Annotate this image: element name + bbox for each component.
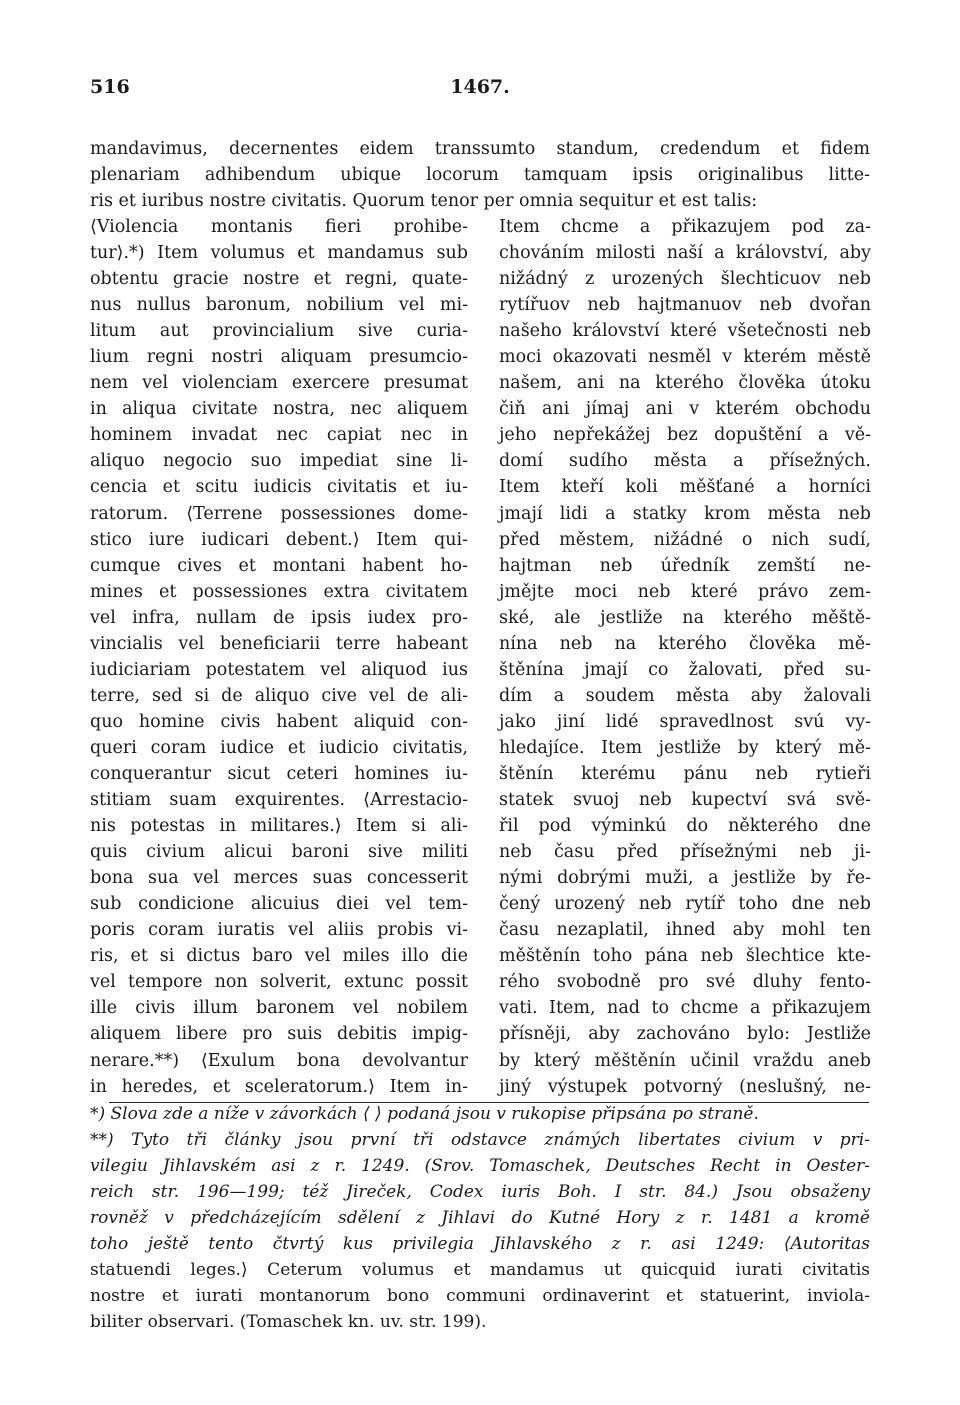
latin-line: stico iure iudicari debent.⟩ Item qui- — [90, 529, 468, 550]
latin-line: litum aut provincialium sive curia- — [90, 321, 468, 342]
footnote-line: nostre et iurati montanorum bono communi ordinaverint et statuerint, inviola- — [90, 1286, 870, 1306]
footnote-line: rovněž v předcházejícím sdělení z Jihlavi do Kutné Hory z r. 1481 a kromě — [90, 1208, 870, 1228]
latin-line: tur⟩.*) Item volumus et mandamus sub — [90, 243, 468, 264]
latin-line: vincialis vel beneficiarii terre habeant — [90, 633, 468, 654]
latin-line: quo homine civis habent aliquid con- — [90, 711, 468, 732]
czech-line: jmají lidi a statky krom města neb — [499, 503, 871, 524]
czech-line: hajtman neb úředník zemští ne- — [499, 555, 871, 576]
page-header — [90, 76, 870, 106]
czech-line: čený urozený neb rytíř toho dne neb — [499, 894, 871, 915]
latin-line: vel tempore non solverit, extunc possit — [90, 972, 468, 993]
latin-line: ratorum. ⟨Terrene possessiones dome- — [90, 503, 468, 524]
footnote-line: *) Slova zde a níže v závorkách ⟨ ⟩ podaná jsou v rukopise připsána po straně. — [90, 1104, 759, 1124]
czech-line: Item chcme a přikazujem pod za- — [499, 217, 871, 237]
czech-line: dím a soudem města aby žalovali — [499, 685, 871, 706]
latin-line: nerare.**) ⟨Exulum bona devolvantur — [90, 1050, 468, 1071]
czech-line: nína neb na kterého člověka mě- — [499, 633, 871, 654]
czech-line: chováním milosti naší a království, aby — [499, 243, 871, 264]
czech-line: přísněji, aby zachováno bylo: Jestliže — [499, 1024, 871, 1045]
latin-line: quis civium alicui baroni sive militi — [90, 842, 468, 863]
latin-line: aliquem libere pro suis debitis impig- — [90, 1024, 468, 1045]
footnote-line: toho ještě tento čtvrtý kus privilegia Jihlavského z r. asi 1249: ⟨Autoritas — [90, 1234, 870, 1254]
latin-line: obtentu gracie nostre et regni, quate- — [90, 269, 468, 290]
czech-line: vati. Item, nad to chcme a přikazujem — [499, 998, 871, 1019]
text-line: plenariam adhibendum ubique locorum tamquam ipsis originalibus litte- — [90, 165, 870, 185]
czech-line: nými dobrými muži, a jestliže by ře- — [499, 868, 871, 889]
czech-line: neb času před přísežnými neb ji- — [499, 842, 871, 863]
czech-line: by který měštěnín učinil vraždu aneb — [499, 1050, 871, 1071]
footnotes — [90, 1101, 870, 1335]
czech-line: rého svobodně pro své dluhy fentο- — [499, 972, 871, 993]
czech-line: Item kteří koli měšťané a horníci — [499, 477, 871, 498]
czech-line: jako jiní lidé spravedlnost svú vy- — [499, 711, 871, 732]
czech-line: štěnína jmají co žalovati, před su- — [499, 659, 871, 680]
latin-line: bona sua vel merces suas concesserit — [90, 868, 468, 889]
latin-line: queri coram iudice et iudicio civitatis, — [90, 737, 468, 758]
latin-line: conquerantur sicut ceteri homines iu- — [90, 763, 468, 784]
latin-line: aliquo negocio suo impediat sine li- — [90, 451, 468, 472]
footnote-line: reich str. 196—199; též Jireček, Codex iuris Boh. I str. 84.) Jsou obsaženy — [90, 1182, 870, 1202]
czech-line: nižádný z urozených šlechticuov neb — [499, 269, 871, 290]
czech-line: štěnín kterému pánu neb rytieři — [499, 763, 871, 784]
latin-line: nis potestas in militares.⟩ Item si ali- — [90, 816, 468, 837]
czech-line: času nezaplatil, ihned aby mohl ten — [499, 920, 871, 941]
czech-line: našem, ani na kterého člověka útoku — [499, 373, 871, 394]
czech-line: čiň ani jímaj ani v kterém obchodu — [499, 399, 871, 420]
page-number: 516 — [90, 76, 130, 98]
footnote-line: **) Tyto tři články jsou první tři odstavce známých libertates civium v pri- — [90, 1130, 870, 1150]
latin-line: nus nullus baronum, nobilium vel mi- — [90, 295, 468, 316]
latin-line: ris, et si dictus baro vel miles illo die — [90, 946, 468, 967]
latin-line: terre, sed si de aliquo cive vel de ali- — [90, 685, 468, 706]
czech-line: řil pod výminkú do některého dne — [499, 816, 871, 837]
czech-line: hledajíce. Item jestliže by který mě- — [499, 737, 871, 758]
intro-paragraph — [90, 136, 870, 214]
latin-line: ⟨Violencia montanis fieri prohibe- — [90, 217, 468, 237]
page-year-heading: 1467. — [450, 76, 510, 98]
czech-line: rytířuov neb hajtmanuov neb dvořan — [499, 295, 871, 316]
czech-line: ské, ale jestliže na kterého měště- — [499, 607, 871, 628]
latin-line: in aliqua civitate nostra, nec aliquem — [90, 399, 468, 420]
text-line: ris et iuribus nostre civitatis. Quorum tenor per omnia sequitur et est talis: — [90, 191, 758, 211]
czech-column — [499, 214, 871, 1100]
latin-line: poris coram iuratis vel aliis probis vi- — [90, 920, 468, 941]
czech-line: jiný výstupek potvorný (neslušný, ne- — [499, 1076, 871, 1097]
czech-line: měštěnín toho pána neb šlechtice kte- — [499, 946, 871, 967]
footnote-line: biliter observari. (Tomaschek kn. uv. str. 199). — [90, 1312, 487, 1332]
latin-line: sub condicione alicuius diei vel tem- — [90, 894, 468, 915]
latin-line: mines et possessiones extra civitatem — [90, 581, 468, 602]
latin-line: ille civis illum baronem vel nobilem — [90, 998, 468, 1019]
latin-line: stitiam suam exquirentes. ⟨Arrestacio- — [90, 790, 468, 811]
czech-line: našeho království které všetečnosti neb — [499, 321, 871, 342]
czech-line: jmějte moci neb které právo zem- — [499, 581, 871, 602]
latin-line: in heredes, et sceleratorum.⟩ Item in- — [90, 1076, 468, 1097]
latin-line: hominem invadat nec capiat nec in — [90, 425, 468, 446]
latin-line: cencia et scitu iudicis civitatis et iu- — [90, 477, 468, 498]
footnote-line: statuendi leges.⟩ Ceterum volumus et mandamus ut quicquid iurati civitatis — [90, 1260, 870, 1280]
czech-line: před městem, nižádné o nich sudí, — [499, 529, 871, 550]
czech-line: moci okazovati nesměl v kterém městě — [499, 347, 871, 368]
latin-line: nem vel violenciam exercere presumat — [90, 373, 468, 394]
footnote-line: vilegiu Jihlavském asi z r. 1249. (Srov. Tomaschek, Deutsches Recht in Oester- — [90, 1156, 870, 1176]
latin-line: cumque cives et montani habent ho- — [90, 555, 468, 576]
latin-line: vel infra, nullam de ipsis iudex pro- — [90, 607, 468, 628]
czech-line: statek svuoj neb kupectví svá svě- — [499, 790, 871, 811]
latin-line: iudiciariam potestatem vel aliquod ius — [90, 659, 468, 680]
latin-column — [90, 214, 468, 1100]
czech-line: domí sudího města a přísežných. — [499, 451, 871, 472]
latin-line: lium regni nostri aliquam presumcio- — [90, 347, 468, 368]
text-line: mandavimus, decernentes eidem transsumto standum, credendum et fidem — [90, 139, 870, 159]
czech-line: jeho nepřekážej bez dopuštění a vě- — [499, 425, 871, 446]
